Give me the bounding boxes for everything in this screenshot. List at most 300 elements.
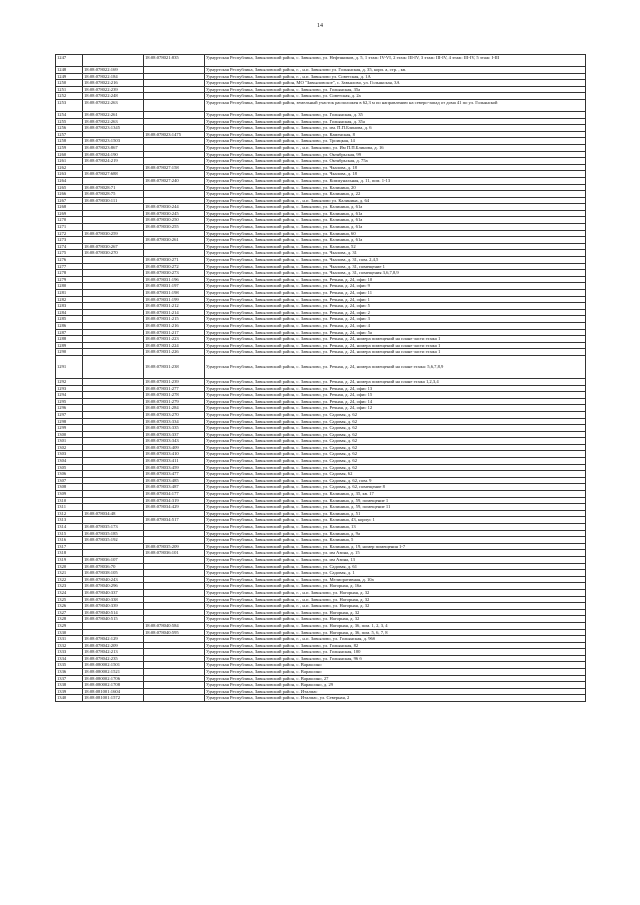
table-row (56, 290, 586, 297)
cadastral-number-cell: 18:08:078042:209 (83, 642, 144, 649)
table-row (56, 425, 586, 432)
building-number-cell (144, 596, 205, 603)
address-cell: Удмуртская Республика, Завьяловский район, с. Завьялово, ул. Чкалова, д. 18 (205, 171, 586, 178)
cadastral-number-cell: 18:08:081001:1572 (83, 695, 144, 702)
cadastral-number-cell: 18:08:078022:169 (83, 67, 144, 74)
cadastral-number-cell (83, 405, 144, 412)
building-number-cell: 18:08:078030:261 (144, 237, 205, 244)
building-number-cell: 18:08:078021:835 (144, 55, 205, 67)
row-number-cell: 1321 (56, 570, 83, 577)
building-number-cell: 18:08:078040:584 (144, 622, 205, 629)
row-number-cell: 1259 (56, 144, 83, 151)
row-number-cell: 1272 (56, 230, 83, 237)
row-number-cell: 1303 (56, 451, 83, 458)
cadastral-number-cell (83, 336, 144, 343)
building-number-cell (144, 138, 205, 145)
building-number-cell (144, 191, 205, 198)
cadastral-number-cell (83, 398, 144, 405)
row-number-cell: 1261 (56, 158, 83, 165)
building-number-cell (144, 682, 205, 689)
address-cell: Удмуртская Республика, Завьяловский район, с. Вараксино, 27 (205, 675, 586, 682)
row-number-cell: 1339 (56, 688, 83, 695)
table-row (56, 504, 586, 511)
table-row (56, 296, 586, 303)
cadastral-number-cell (83, 177, 144, 184)
row-number-cell: 1284 (56, 309, 83, 316)
table-row (56, 237, 586, 244)
address-cell: Удмуртская Республика, Завьяловский район, с. Завьялово, ул. Калинина, 5 (205, 537, 586, 544)
address-cell: Удмуртская Республика, Завьяловский район, с. Вараксино, д. 29 (205, 682, 586, 689)
table-row (56, 73, 586, 80)
table-row (56, 151, 586, 158)
table-row (56, 99, 586, 111)
address-cell: Удмуртская Республика, Завьяловский район, г. , н.п. Завьялово ул. Советская, д. 1А (205, 73, 586, 80)
registry-table (55, 54, 586, 702)
cadastral-number-cell (83, 355, 144, 378)
address-cell: Удмуртская Республика, Завьяловский район, с. Завьялово, ул. Чкалова, д. 18 (205, 164, 586, 171)
cadastral-number-cell (83, 550, 144, 557)
building-number-cell (144, 570, 205, 577)
building-number-cell (144, 118, 205, 125)
cadastral-number-cell: 18:08:080002:1501 (83, 662, 144, 669)
address-cell: Удмуртская Республика, Завьяловский район, с. Завьялово, ул. Речная, д. 24, офис 3 (205, 316, 586, 323)
cadastral-number-cell: 18:08:078035:185 (83, 530, 144, 537)
cadastral-number-cell (83, 392, 144, 399)
cadastral-number-cell: 18:08:078024:190 (83, 151, 144, 158)
address-cell: Удмуртская Республика, Завьяловский район, с. Вараксино (205, 662, 586, 669)
row-number-cell: 1306 (56, 471, 83, 478)
cadastral-number-cell: 18:08:078023:1345 (83, 125, 144, 132)
building-number-cell: 18:08:078033:337 (144, 431, 205, 438)
row-number-cell: 1288 (56, 336, 83, 343)
row-number-cell: 1300 (56, 431, 83, 438)
address-cell: Удмуртская Республика, Завьяловский район, с. Завьялово, ул. Чкалова, д. 31, пом. 2,4,5 (205, 257, 586, 264)
building-number-cell: 18:08:078035:209 (144, 543, 205, 550)
row-number-cell: 1248 (56, 67, 83, 74)
row-number-cell: 1313 (56, 517, 83, 524)
row-number-cell: 1296 (56, 405, 83, 412)
address-cell: Удмуртская Республика, Завьяловский район, с. Завьялово, ул. Калинина, д. 22 (205, 191, 586, 198)
cadastral-number-cell (83, 444, 144, 451)
table-row (56, 695, 586, 702)
building-number-cell (144, 67, 205, 74)
table-row (56, 243, 586, 250)
cadastral-number-cell: 18:08:078030:111 (83, 197, 144, 204)
address-cell: Удмуртская Республика, Завьяловский район, с. Завьялово, ул. Речная, д. 24, офис 13 (205, 385, 586, 392)
address-cell: Удмуртская Республика, Завьяловский район, с. Завьялово, ул. Коммунальная, д. 11, пом. 1-13 (205, 177, 586, 184)
table-row (56, 257, 586, 264)
cadastral-number-cell (83, 322, 144, 329)
row-number-cell: 1326 (56, 603, 83, 610)
address-cell: Удмуртская Республика, Завьяловский район, с. Завьялово, ул. Речная, д. 24, офис 15 (205, 392, 586, 399)
cadastral-number-cell (83, 491, 144, 498)
row-number-cell: 1315 (56, 530, 83, 537)
table-row (56, 303, 586, 310)
row-number-cell: 1310 (56, 497, 83, 504)
cadastral-number-cell (83, 283, 144, 290)
row-number-cell: 1262 (56, 164, 83, 171)
table-row (56, 622, 586, 629)
row-number-cell: 1301 (56, 438, 83, 445)
cadastral-number-cell (83, 342, 144, 349)
address-cell: Удмуртская Республика, Завьяловский район, с. Завьялово, ул. Гольянская, 35а (205, 86, 586, 93)
table-row (56, 191, 586, 198)
row-number-cell: 1289 (56, 342, 83, 349)
row-number-cell: 1338 (56, 682, 83, 689)
table-row (56, 636, 586, 643)
row-number-cell: 1333 (56, 649, 83, 656)
row-number-cell: 1257 (56, 131, 83, 138)
building-number-cell: 18:08:078031:215 (144, 316, 205, 323)
building-number-cell (144, 603, 205, 610)
row-number-cell: 1322 (56, 576, 83, 583)
row-number-cell: 1337 (56, 675, 83, 682)
building-number-cell: 18:08:078031:216 (144, 322, 205, 329)
cadastral-number-cell: 18:08:078024:219 (83, 158, 144, 165)
row-number-cell: 1255 (56, 118, 83, 125)
address-cell: Удмуртская Республика, Завьяловский район, с. Завьялово, ул. Садовая, д. 62 (205, 458, 586, 465)
table-row (56, 355, 586, 378)
row-number-cell: 1290 (56, 349, 83, 356)
cadastral-number-cell (83, 164, 144, 171)
row-number-cell: 1271 (56, 224, 83, 231)
row-number-cell: 1304 (56, 458, 83, 465)
building-number-cell: 18:08:078031:224 (144, 342, 205, 349)
cadastral-number-cell (83, 257, 144, 264)
building-number-cell: 18:08:078033:334 (144, 418, 205, 425)
row-number-cell: 1266 (56, 191, 83, 198)
building-number-cell (144, 616, 205, 623)
cadastral-number-cell (83, 543, 144, 550)
address-cell: Удмуртская Республика, Завьяловский район, с. Завьялово, ул. Нагорная, д. 32 (205, 609, 586, 616)
building-number-cell (144, 589, 205, 596)
table-row (56, 497, 586, 504)
building-number-cell (144, 250, 205, 257)
address-cell: Удмуртская Республика, Завьяловский район, с. Завьялово, ул. Садовая, д. 62 (205, 444, 586, 451)
table-row (56, 510, 586, 517)
cadastral-number-cell: 18:08:078042:235 (83, 655, 144, 662)
row-number-cell: 1330 (56, 629, 83, 636)
cadastral-number-cell: 18:08:078022:239 (83, 86, 144, 93)
address-cell: Удмуртская Республика, Завьяловский район, с. Завьялово, ул. Садовая, д. 62 (205, 425, 586, 432)
row-number-cell: 1308 (56, 484, 83, 491)
table-row (56, 270, 586, 277)
building-number-cell: 18:08:078034:177 (144, 491, 205, 498)
table-row (56, 477, 586, 484)
address-cell: Удмуртская Республика, Завьяловский район, с. Завьялово, ул. Чкалова, д. 31, помещение 1 (205, 263, 586, 270)
row-number-cell: 1287 (56, 329, 83, 336)
row-number-cell: 1317 (56, 543, 83, 550)
cadastral-number-cell (83, 471, 144, 478)
address-cell: Удмуртская Республика, Завьяловский район, с. Завьялово, ул. Речная, д. 24, номера помещений на плане этажа 1,2,3,4 (205, 378, 586, 385)
table-row (56, 144, 586, 151)
table-row (56, 583, 586, 590)
table-row (56, 385, 586, 392)
cadastral-number-cell: 18:08:080002:1706 (83, 675, 144, 682)
building-number-cell: 18:08:078031:214 (144, 309, 205, 316)
row-number-cell: 1276 (56, 257, 83, 264)
address-cell: Удмуртская Республика, Завьяловский район, с. Завьялово, ул. Калинина, 13 (205, 524, 586, 531)
row-number-cell: 1268 (56, 204, 83, 211)
row-number-cell: 1293 (56, 385, 83, 392)
table-row (56, 342, 586, 349)
row-number-cell: 1323 (56, 583, 83, 590)
cadastral-number-cell: 18:08:078042:129 (83, 636, 144, 643)
building-number-cell: 18:08:078034:517 (144, 517, 205, 524)
cadastral-number-cell: 18:08:078023:867 (83, 144, 144, 151)
address-cell: Удмуртская Республика, Завьяловский район, с. Завьялово, ул. Речная, д. 24, офис 11 (205, 290, 586, 297)
table-row (56, 484, 586, 491)
address-cell: Удмуртская Республика, Завьяловский район, с. Завьялово, ул. Калинина, д. 61а (205, 217, 586, 224)
table-row (56, 570, 586, 577)
row-number-cell: 1280 (56, 283, 83, 290)
address-cell: Удмуртская Республика, Завьяловский район, с. Завьялово, ул. Нагорная, д. 36, пом. 1, 2, 3, 4 (205, 622, 586, 629)
row-number-cell: 1275 (56, 250, 83, 257)
address-cell: Удмуртская Республика, Завьяловский район, с. Завьялово, ул. Садовая, д. 62 (205, 411, 586, 418)
table-row (56, 444, 586, 451)
row-number-cell: 1283 (56, 303, 83, 310)
row-number-cell: 1264 (56, 177, 83, 184)
building-number-cell: 18:08:078031:278 (144, 392, 205, 399)
cadastral-number-cell: 18:08:078030:267 (83, 243, 144, 250)
table-row (56, 629, 586, 636)
cadastral-number-cell: 18:08:078030:270 (83, 250, 144, 257)
table-row (56, 675, 586, 682)
address-cell: Удмуртская Республика, Завьяловский район, с. Завьялово, ул. Калинина, д. 59, помещение 1 (205, 497, 586, 504)
table-row (56, 398, 586, 405)
address-cell: Удмуртская Республика, Завьяловский район, с. Завьялово, ул. Садовая, д. 62, помещение 8 (205, 484, 586, 491)
address-cell: Удмуртская Республика, Завьяловский район, г. , н.п. Завьялово, ул. Гольянская, д. 96б (205, 636, 586, 643)
table-row (56, 609, 586, 616)
row-number-cell: 1281 (56, 290, 83, 297)
row-number-cell: 1318 (56, 550, 83, 557)
address-cell: Удмуртская Республика, Завьяловский район, с. Завьялово, ул. Гольянская, д. 35а (205, 118, 586, 125)
cadastral-number-cell (83, 210, 144, 217)
address-cell: Удмуртская Республика, Завьяловский район, г. , н.п. Завьялово, ул. Им П.П.Блинова, д. 16 (205, 144, 586, 151)
address-cell: Удмуртская Республика, Завьяловский район, с. Завьялово, ул. Калинина, д. 9а (205, 530, 586, 537)
table-row (56, 438, 586, 445)
table-row (56, 316, 586, 323)
cadastral-number-cell (83, 451, 144, 458)
building-number-cell: 18:08:078033:477 (144, 471, 205, 478)
building-number-cell: 18:08:078023:1475 (144, 131, 205, 138)
table-row (56, 451, 586, 458)
row-number-cell: 1312 (56, 510, 83, 517)
table-row (56, 322, 586, 329)
row-number-cell: 1325 (56, 596, 83, 603)
table-row (56, 530, 586, 537)
building-number-cell (144, 86, 205, 93)
table-row (56, 491, 586, 498)
cadastral-number-cell (83, 464, 144, 471)
table-row (56, 649, 586, 656)
building-number-cell: 18:08:078030:271 (144, 257, 205, 264)
building-number-cell: 18:08:078031:217 (144, 329, 205, 336)
row-number-cell: 1263 (56, 171, 83, 178)
cadastral-number-cell: 18:08:078040:339 (83, 603, 144, 610)
address-cell: Удмуртская Республика, Завьяловский район, с. Завьялово, ул. Гольянская, 100 (205, 649, 586, 656)
cadastral-number-cell (83, 224, 144, 231)
table-row (56, 263, 586, 270)
address-cell: Удмуртская Республика, Завьяловский район, с. Завьялово, ул. им Азина, 13 (205, 556, 586, 563)
cadastral-number-cell (83, 131, 144, 138)
building-number-cell (144, 655, 205, 662)
building-number-cell (144, 184, 205, 191)
building-number-cell: 18:08:078036:101 (144, 550, 205, 557)
cadastral-number-cell (83, 329, 144, 336)
building-number-cell: 18:08:078027:158 (144, 164, 205, 171)
registry-table-body (56, 55, 586, 702)
cadastral-number-cell (83, 629, 144, 636)
row-number-cell: 1254 (56, 111, 83, 118)
building-number-cell: 18:08:078034:429 (144, 504, 205, 511)
table-row (56, 138, 586, 145)
building-number-cell (144, 669, 205, 676)
building-number-cell: 18:08:078031:277 (144, 385, 205, 392)
cadastral-number-cell: 18:08:078040:337 (83, 589, 144, 596)
cadastral-number-cell: 18:08:078036:107 (83, 556, 144, 563)
address-cell: Удмуртская Республика, Завьяловский район, с. Завьялово, ул. Речная, д. 24, офис 9 (205, 283, 586, 290)
table-row (56, 642, 586, 649)
row-number-cell: 1256 (56, 125, 83, 132)
cadastral-number-cell (83, 276, 144, 283)
building-number-cell: 18:08:078031:226 (144, 349, 205, 356)
cadastral-number-cell (83, 458, 144, 465)
row-number-cell: 1328 (56, 616, 83, 623)
table-row (56, 336, 586, 343)
row-number-cell: 1267 (56, 197, 83, 204)
cadastral-number-cell: 18:08:078035:192 (83, 537, 144, 544)
building-number-cell: 18:08:078031:197 (144, 283, 205, 290)
address-cell: Удмуртская Республика, Завьяловский район, с. Завьялово, ул. Речная, д. 24, номера помещений на плане части этажа 1 (205, 349, 586, 356)
table-row (56, 458, 586, 465)
table-row (56, 158, 586, 165)
address-cell: Удмуртская Республика, Завьяловский район, с. Завьялово, ул. Калинина, д. 61а (205, 224, 586, 231)
building-number-cell: 18:08:078030:244 (144, 204, 205, 211)
building-number-cell: 18:08:078033:487 (144, 484, 205, 491)
address-cell: Удмуртская Республика, Завьяловский район, МО "Завьяловское", с. Завьялово, ул. Гольянская, 3А (205, 80, 586, 87)
row-number-cell: 1332 (56, 642, 83, 649)
building-number-cell: 18:08:078031:238 (144, 355, 205, 378)
address-cell: Удмуртская Республика, Завьяловский район, г. , н.п. Завьялово, ул. Нагорная, д. 32 (205, 603, 586, 610)
row-number-cell: 1260 (56, 151, 83, 158)
address-cell: Удмуртская Республика, Завьяловский район, с. Италмас (205, 688, 586, 695)
table-row (56, 329, 586, 336)
row-number-cell: 1324 (56, 589, 83, 596)
table-row (56, 556, 586, 563)
building-number-cell (144, 111, 205, 118)
address-cell: Удмуртская Республика, Завьяловский район, с. Завьялово, ул. Садовая, д. 62, пом. 9 (205, 477, 586, 484)
address-cell: Удмуртская Республика, Завьяловский район, с. Завьялово, ул. Советская, д. 2а (205, 93, 586, 100)
address-cell: Удмуртская Республика, Завьяловский район, с. Завьялово, ул. Каменская, 8 (205, 131, 586, 138)
cadastral-number-cell: 18:08:078040:515 (83, 616, 144, 623)
building-number-cell: 18:08:078033:410 (144, 451, 205, 458)
address-cell: Удмуртская Республика, Завьяловский район, с. Завьялово, ул. Садовая, д. 1 (205, 570, 586, 577)
building-number-cell: 18:08:078033:485 (144, 477, 205, 484)
address-cell: Удмуртская Республика, Завьяловский район, с. Завьялово, ул. Октябрьская, 99 (205, 151, 586, 158)
building-number-cell: 18:08:078031:196 (144, 276, 205, 283)
cadastral-number-cell (83, 385, 144, 392)
address-cell: Удмуртская Республика, Завьяловский район, с. Завьялово, ул. Речная, д. 24, офис 5а (205, 329, 586, 336)
table-row (56, 125, 586, 132)
address-cell: Удмуртская Республика, Завьяловский район, г. , н.п. Завьялово, ул. Нагорная, д. 32 (205, 596, 586, 603)
building-number-cell (144, 662, 205, 669)
table-row (56, 177, 586, 184)
row-number-cell: 1311 (56, 504, 83, 511)
cadastral-number-cell: 18:08:078040:243 (83, 576, 144, 583)
row-number-cell: 1277 (56, 263, 83, 270)
building-number-cell: 18:08:078033:270 (144, 411, 205, 418)
cadastral-number-cell (83, 237, 144, 244)
address-cell: Удмуртская Республика, Завьяловский район, с. Италмас, ул. Северная, 2 (205, 695, 586, 702)
building-number-cell (144, 171, 205, 178)
building-number-cell (144, 576, 205, 583)
row-number-cell: 1258 (56, 138, 83, 145)
address-cell: Удмуртская Республика, Завьяловский район, с. Завьялово, ул. Калинина, д. 61а (205, 204, 586, 211)
building-number-cell (144, 537, 205, 544)
building-number-cell (144, 230, 205, 237)
address-cell: Удмуртская Республика, Завьяловский район, с. Завьялово, ул. Речная, д. 24, офис 10 (205, 276, 586, 283)
building-number-cell: 18:08:078040:595 (144, 629, 205, 636)
table-row (56, 131, 586, 138)
building-number-cell: 18:08:078031:212 (144, 303, 205, 310)
cadastral-number-cell: 18:08:078028:75 (83, 191, 144, 198)
building-number-cell (144, 73, 205, 80)
cadastral-number-cell (83, 217, 144, 224)
table-row (56, 464, 586, 471)
address-cell: Удмуртская Республика, Завьяловский район, с. Вараксино (205, 669, 586, 676)
building-number-cell: 18:08:078027:240 (144, 177, 205, 184)
address-cell: Удмуртская Республика, Завьяловский район, с. Завьялово, ул. Речная, д. 24, номера помещений на плане этажа: 5,6,7,8,9 (205, 355, 586, 378)
cadastral-number-cell: 18:08:080002:1708 (83, 682, 144, 689)
building-number-cell (144, 530, 205, 537)
address-cell: Удмуртская Республика, Завьяловский район, с. Завьялово, ул. Гольянская, 82 (205, 642, 586, 649)
cadastral-number-cell (83, 438, 144, 445)
address-cell: Удмуртская Республика, Завьяловский район, с. Завьялово, ул. Речная, д. 24, офис 5 (205, 303, 586, 310)
building-number-cell (144, 125, 205, 132)
address-cell: Удмуртская Республика, Завьяловский район, с. Завьялово, ул. Нефтяников, д. 5, 1 этаж: IV-VI, 2 этаж: III-IV, 3 этаж: III-IV, 4 этаж: III-IV, 5 этаж: I-III (205, 55, 586, 67)
building-number-cell (144, 609, 205, 616)
table-row (56, 184, 586, 191)
cadastral-number-cell (83, 418, 144, 425)
address-cell: Удмуртская Республика, Завьяловский район, с. Завьялово, ул. Речная, д. 24, номера помещений на плане части этажа 1 (205, 342, 586, 349)
row-number-cell: 1279 (56, 276, 83, 283)
table-row (56, 111, 586, 118)
table-row (56, 93, 586, 100)
row-number-cell: 1253 (56, 99, 83, 111)
table-row (56, 378, 586, 385)
address-cell: Удмуртская Республика, Завьяловский район, с. Завьялово, ул. Калинина, д. 19, номер помещения 1-7 (205, 543, 586, 550)
table-row (56, 55, 586, 67)
row-number-cell: 1265 (56, 184, 83, 191)
table-row (56, 67, 586, 74)
row-number-cell: 1297 (56, 411, 83, 418)
cadastral-number-cell: 18:08:078022:263 (83, 118, 144, 125)
table-row (56, 405, 586, 412)
address-cell: Удмуртская Республика, Завьяловский район, с. Завьялово, ул. Калинина, д. 35, кв. 17 (205, 491, 586, 498)
cadastral-number-cell (83, 622, 144, 629)
cadastral-number-cell (83, 316, 144, 323)
table-row (56, 524, 586, 531)
row-number-cell: 1319 (56, 556, 83, 563)
row-number-cell: 1327 (56, 609, 83, 616)
table-row (56, 411, 586, 418)
address-cell: Удмуртская Республика, Завьяловский район, с. Завьялово, ул. Калинина, 60 (205, 230, 586, 237)
row-number-cell: 1282 (56, 296, 83, 303)
building-number-cell: 18:08:078033:459 (144, 464, 205, 471)
address-cell: Удмуртская Республика, Завьяловский район, с. Завьялово, ул. Троицкая, 14 (205, 138, 586, 145)
cadastral-number-cell (83, 303, 144, 310)
